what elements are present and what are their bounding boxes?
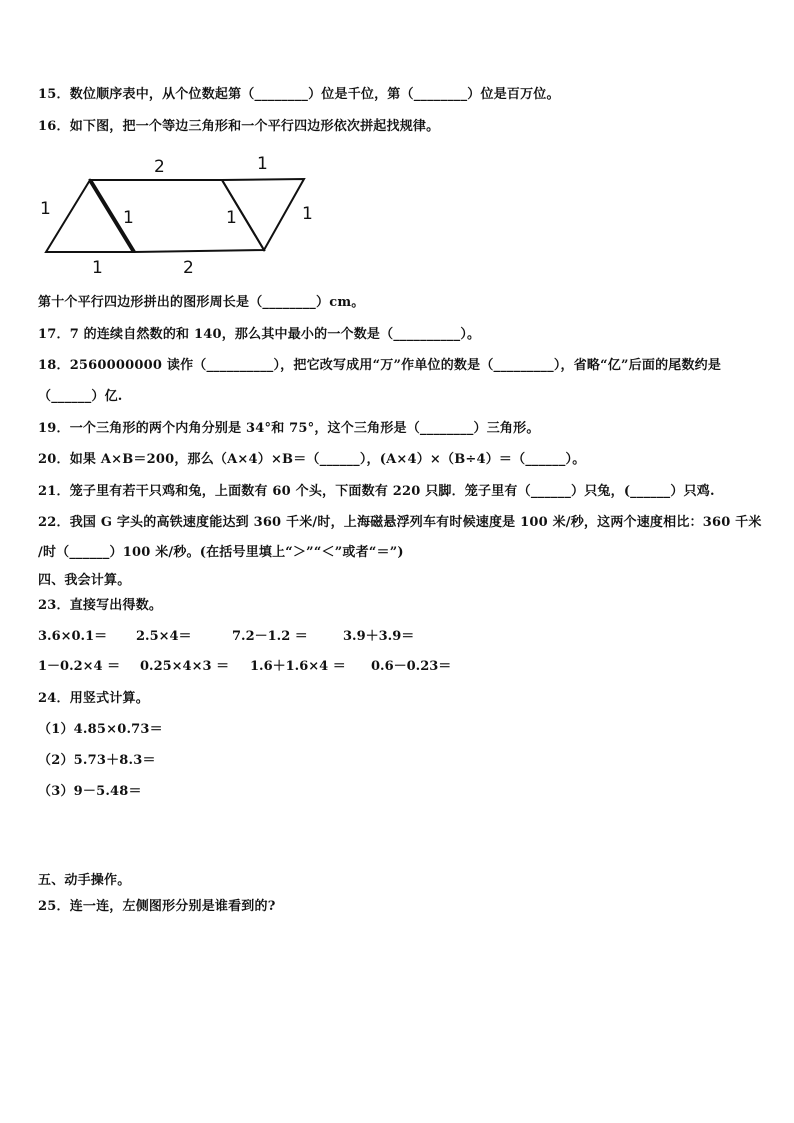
label-inner-left: 1 [123,208,134,228]
question-17: 17．7 的连续自然数的和 140，那么其中最小的一个数是（__________）。 [38,327,481,342]
question-16: 16．如下图，把一个等边三角形和一个平行四边形依次拼起找规律。 [38,119,440,134]
question-23: 23．直接写出得数。 [38,598,163,613]
calc-item: 1－0.2×4 ＝ [38,659,121,674]
calc-item: 7.2－1.2 ＝ [232,629,308,644]
parallelogram [90,180,264,252]
calc-item: 3.6×0.1＝ [38,629,108,644]
label-right-side: 1 [302,204,313,224]
question-15: 15．数位顺序表中，从个位数起第（________）位是千位，第（________）位是百万位。 [38,87,560,102]
triangle-parallelogram-figure [36,148,326,280]
calc-item: 0.6－0.23＝ [371,659,452,674]
vertical-calc-item: （3）9－5.48＝ [38,784,142,799]
label-inner-right: 1 [226,208,237,228]
calc-item: 1.6＋1.6×4 ＝ [250,659,346,674]
question-19: 19．一个三角形的两个内角分别是 34°和 75°，这个三角形是（________）三角形。 [38,421,540,436]
label-left-side: 1 [40,199,51,219]
question-20: 20．如果 A×B＝200，那么（A×4）×B＝（______），(A×4）×（B÷4）＝（______）。 [38,452,586,467]
question-18-line1: 18．2560000000 读作（__________），把它改写成用“万”作单位的数是（_________），省略“亿”后面的尾数约是 [38,358,722,373]
calc-item: 2.5×4＝ [136,629,192,644]
question-22-line1: 22．我国 G 字头的高铁速度能达到 360 千米/时，上海磁悬浮列车有时候速度是 100 米/秒，这两个速度相比：360 千米 [38,515,762,530]
label-top-right-triangle: 1 [257,154,268,174]
question-24: 24．用竖式计算。 [38,691,149,706]
calc-item: 3.9＋3.9＝ [343,629,415,644]
question-22-line2: /时（______）100 米/秒。(在括号里填上“＞”“＜”或者“＝”) [38,545,404,560]
question-25: 25．连一连，左侧图形分别是谁看到的? [38,899,276,914]
label-bottom-parallelogram: 2 [183,258,194,278]
equilateral-triangle-left [46,180,134,252]
vertical-calc-item: （2）5.73＋8.3＝ [38,753,156,768]
label-top-parallelogram: 2 [154,157,165,177]
label-bottom-triangle: 1 [92,258,103,278]
calc-item: 0.25×4×3 ＝ [140,659,230,674]
vertical-calc-item: （1）4.85×0.73＝ [38,722,163,737]
question-16-sub: 第十个平行四边形拼出的图形周长是（________）cm。 [38,295,365,310]
question-18-line2: （______）亿. [38,389,123,404]
section-5-title: 五、动手操作。 [38,873,131,888]
question-21: 21．笼子里有若干只鸡和兔，上面数有 60 个头，下面数有 220 只脚．笼子里有（______）只兔，(______）只鸡. [38,484,715,499]
section-4-title: 四、我会计算。 [38,573,131,588]
